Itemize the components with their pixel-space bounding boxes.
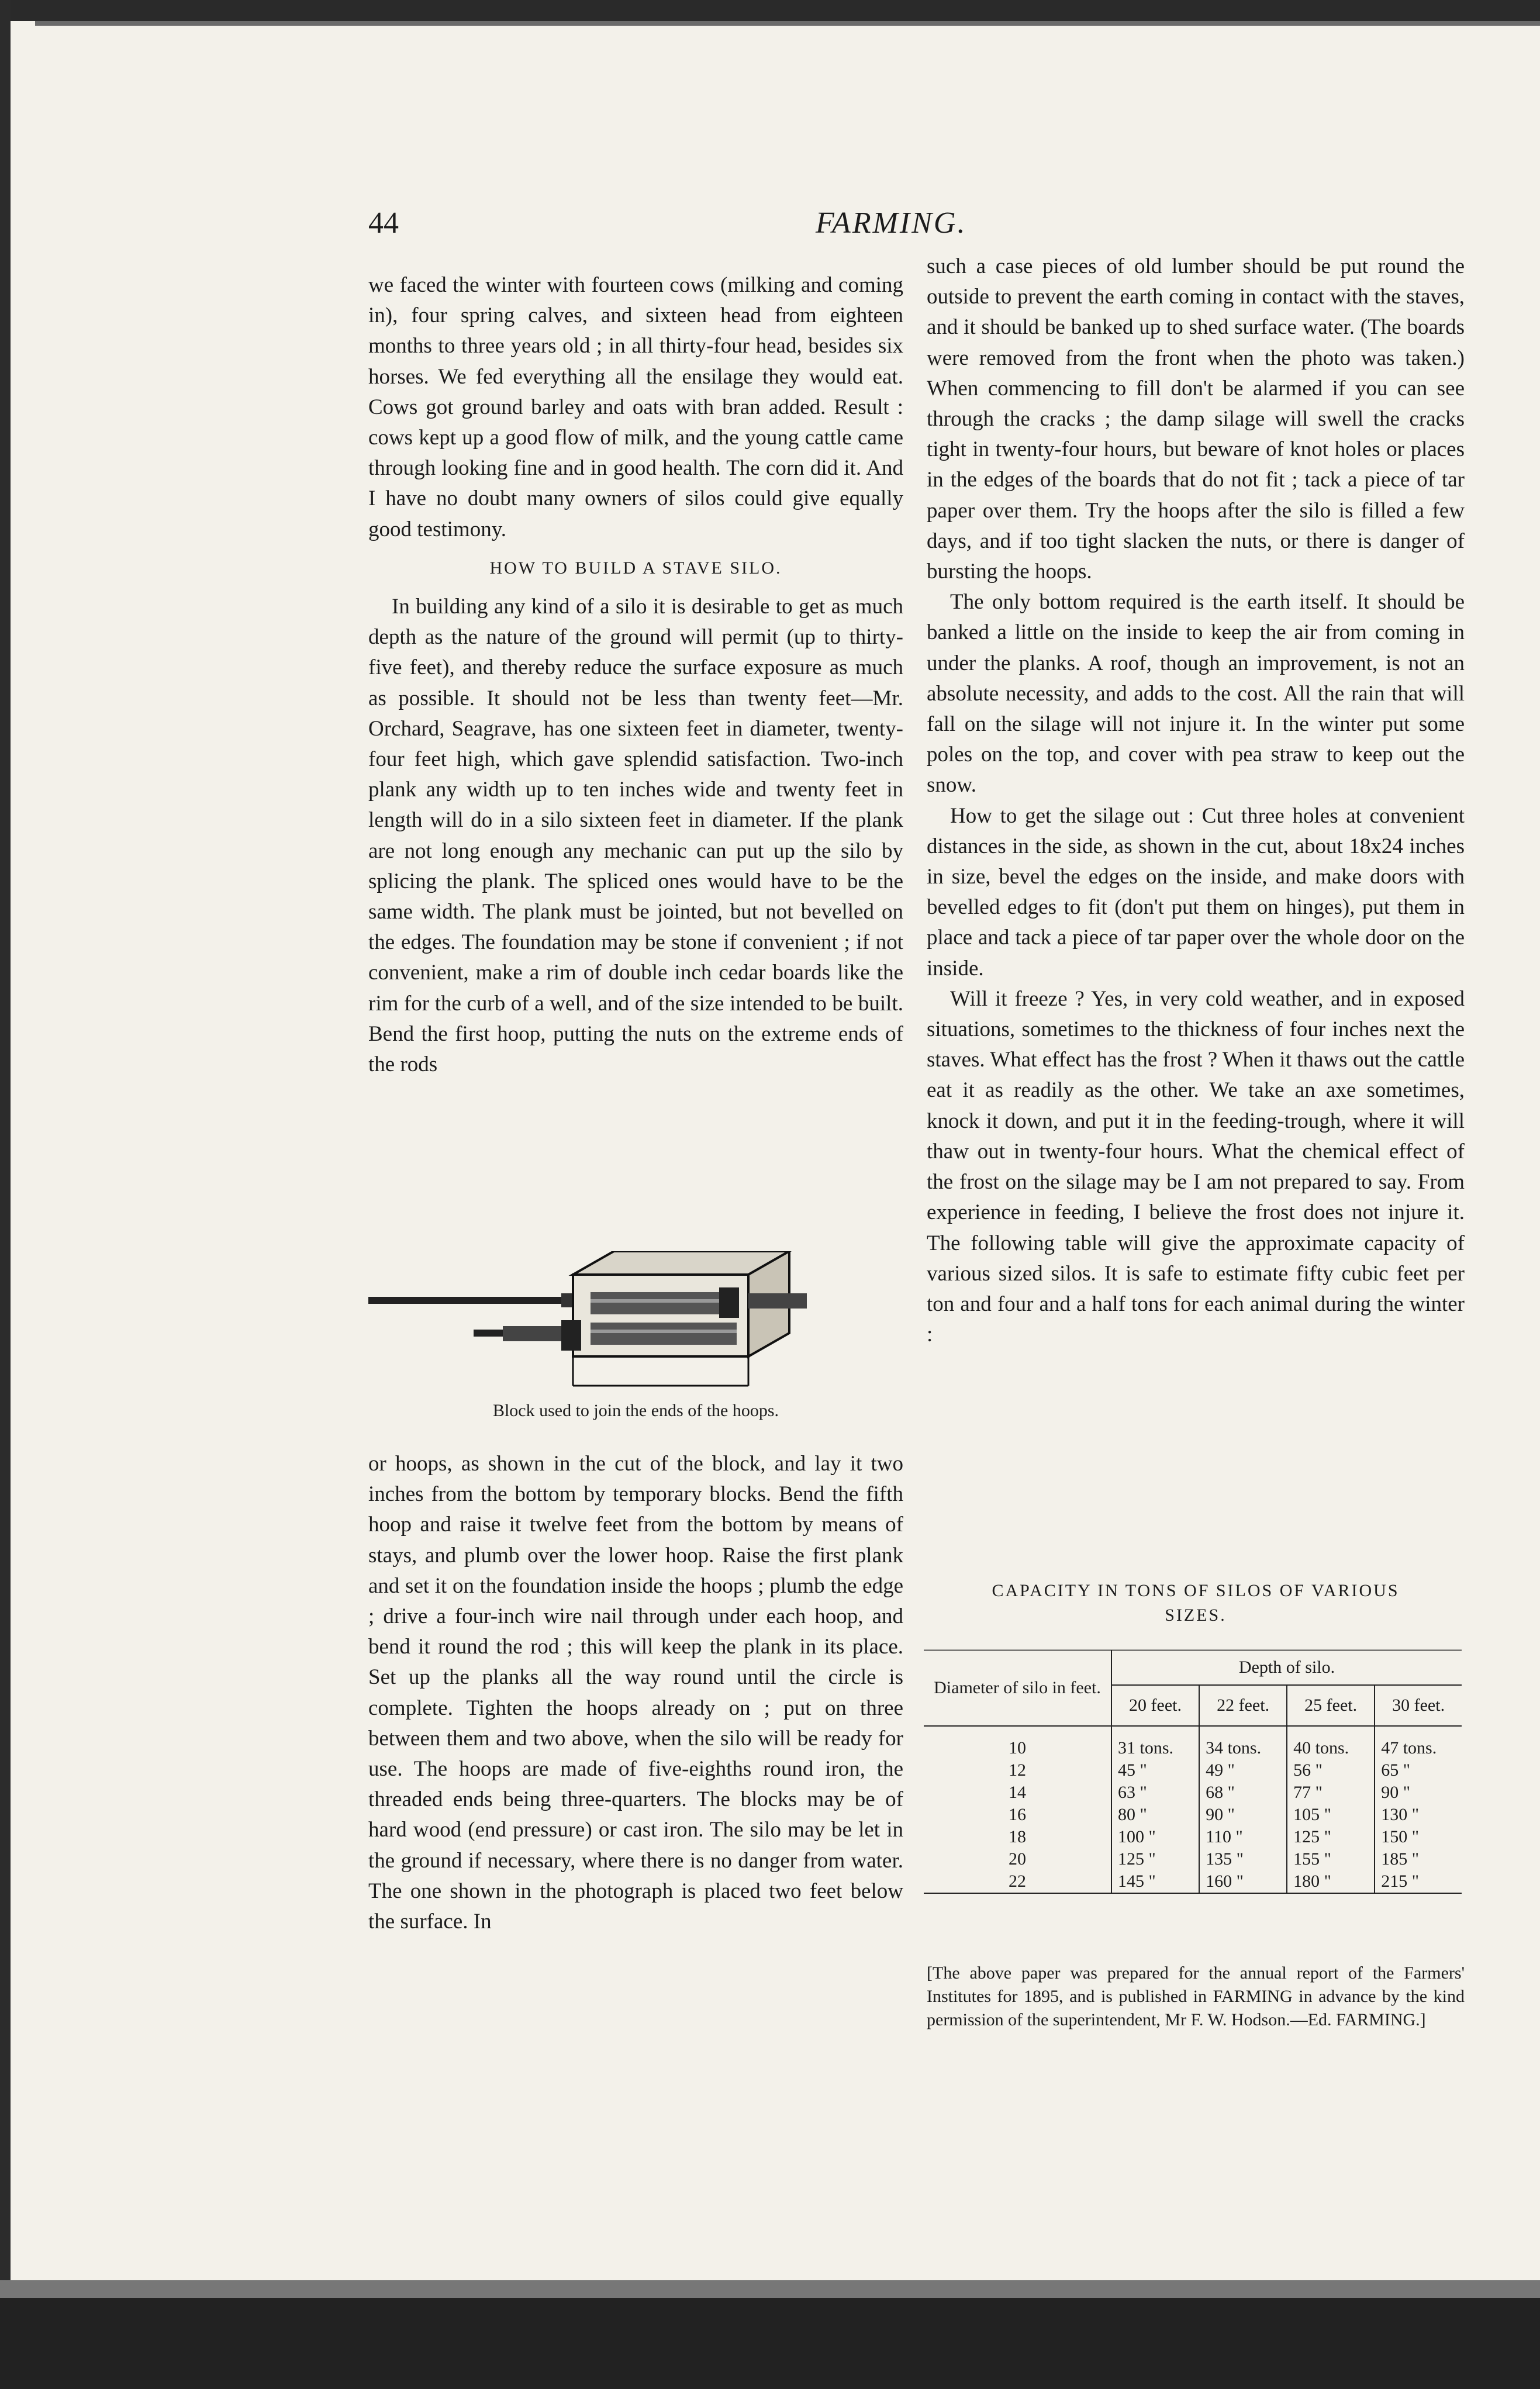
row-value: 63 " <box>1111 1782 1199 1804</box>
row-value: 150 " <box>1381 1827 1419 1846</box>
table-title-line-2: SIZES. <box>1165 1606 1227 1625</box>
depth-col-25: 25 feet. <box>1287 1685 1375 1726</box>
hoop-block-illustration <box>368 1251 903 1397</box>
table-header-row <box>924 1650 1462 1686</box>
left-paragraph-1: we faced the winter with fourteen cows (milking and coming in), four spring calves, and sixteen head from eighteen months to three years old ; in all thirty-four head, besides six horses. We fed everything all the ensilage they would eat. Cows got ground barley and oats with bran added. Result : cows kept up a good flow of milk, and the young cattle came through looking fine and in good health. The corn did it. And I have no doubt many owners of silos could give equally good testimony. <box>368 273 903 541</box>
row-value: 100 " <box>1111 1826 1199 1848</box>
row-value: 90 " <box>1199 1804 1287 1826</box>
right-paragraph-1: such a case pieces of old lumber should be put round the outside to prevent the earth coming in contact with the staves, and it should be banked up to shed surface water. (The boards were removed from the front when the photo was taken.) When commencing to fill don't be alarmed if you can see through the cracks ; the damp silage will swell the cracks tight in twenty-four hours, but beware of knot holes or places in the edges of the boards that do not fit ; tack a piece of tar paper over them. Try the hoops after the silo is filled a few days, and if too tight slacken the nuts, or there is danger of bursting the hoops. <box>927 254 1465 584</box>
right-paragraph-4: Will it freeze ? Yes, in very cold weather, and in exposed situations, sometimes to the thickness of four inches next the staves. What effect has the frost ? When it thaws out the cattle eat it as readily as the other. We take an axe sometimes, knock it down, and put it in the feeding-trough, where it will thaw out in twenty-four hours. What the chemical effect of the frost on the silage may be I am not prepared to say. From experience in feeding, I believe the frost does not injure it. The following table will give the approximate capacity of various sized silos. It is safe to estimate fifty cubic feet per ton and four and a half tons for each animal during the winter : <box>927 986 1465 1347</box>
scan-border-left <box>0 0 11 2389</box>
row-value: 160 " <box>1199 1870 1287 1893</box>
row-value: 215 " <box>1375 1870 1462 1893</box>
row-value: 155 " <box>1287 1848 1375 1870</box>
depth-header: Depth of silo. <box>1111 1650 1462 1686</box>
row-value: 47 tons. <box>1375 1726 1462 1759</box>
table-row <box>924 1726 1462 1759</box>
hoop-block-figure <box>368 1251 903 1432</box>
table-row <box>924 1782 1462 1804</box>
depth-col-20: 20 feet. <box>1111 1685 1199 1726</box>
scan-border-bottom <box>0 2298 1540 2389</box>
page-number: 44 <box>368 206 399 240</box>
row-value: 34 tons. <box>1199 1726 1287 1759</box>
row-value: 77 " <box>1287 1782 1375 1804</box>
row-value: 145 " <box>1111 1870 1199 1893</box>
scan-border-top-shadow <box>35 21 1540 26</box>
table-row <box>924 1826 1462 1848</box>
table-title <box>927 1579 1465 1628</box>
row-value: 90 " <box>1381 1783 1410 1802</box>
row-diameter: 16 <box>924 1804 1111 1826</box>
row-value: 180 " <box>1287 1870 1375 1893</box>
right-paragraph-3: How to get the silage out : Cut three holes at convenient distances in the side, as shown in the cut, about 18x24 inches in size, bevel the edges on the inside, and make doors with bevelled edges to fit (don't put them on hinges), put them in place and tack a piece of tar paper over the whole door on the inside. <box>927 803 1465 981</box>
row-value: 135 " <box>1199 1848 1287 1870</box>
row-value: 105 " <box>1287 1804 1375 1826</box>
row-value: 45 " <box>1111 1759 1199 1782</box>
row-value: 185 " <box>1381 1849 1419 1869</box>
table-row <box>924 1870 1462 1893</box>
row-value: 65 " <box>1381 1760 1410 1780</box>
scan-border-top <box>0 0 1540 21</box>
diameter-header: Diameter of silo in feet. <box>924 1650 1111 1727</box>
left-column-bottom <box>368 1449 903 1937</box>
left-column-top <box>368 270 903 1080</box>
depth-col-30: 30 feet. <box>1392 1696 1445 1715</box>
row-value: 49 " <box>1199 1759 1287 1782</box>
row-diameter: 18 <box>924 1826 1111 1848</box>
row-value: 80 " <box>1111 1804 1199 1826</box>
table-title-line-1: CAPACITY IN TONS OF SILOS OF VARIOUS <box>992 1581 1400 1600</box>
row-value: 56 " <box>1287 1759 1375 1782</box>
left-paragraph-3: or hoops, as shown in the cut of the block, and lay it two inches from the bottom by temporary blocks. Bend the fifth hoop and raise it twelve feet from the bottom by means of stays, and plumb over the lower hoop. Raise the first plank and set it on the foundation inside the hoops ; plumb the edge ; drive a four-inch wire nail through under each hoop, and bend it round the rod ; this will keep the plank in its place. Set up the planks all the way round until the circle is complete. Tighten the hoops already on ; put on three between them and two above, when the silo will be ready for use. The hoops are made of five-eighths round iron, the threaded ends being three-quarters. The blocks may be of hard wood (end pressure) or cast iron. The silo may be let in the ground if necessary, where there is no danger from water. The one shown in the photograph is placed two feet below the surface. In <box>368 1452 903 1934</box>
capacity-table <box>924 1649 1462 1894</box>
running-title: FARMING. <box>816 206 967 240</box>
row-value: 40 tons. <box>1287 1726 1375 1759</box>
row-value: 125 " <box>1287 1826 1375 1848</box>
table-row <box>924 1804 1462 1826</box>
section-heading: HOW TO BUILD A STAVE SILO. <box>489 558 782 578</box>
row-value: 130 " <box>1381 1805 1419 1824</box>
editor-note: [The above paper was prepared for the annual report of the Farmers' Institutes for 1895, and is published in FARMING in advance by the kind permission of the superintendent, Mr F. W. Hodson.—Ed. FARMING.] <box>927 1963 1465 2029</box>
row-diameter: 12 <box>924 1759 1111 1782</box>
row-diameter: 22 <box>924 1870 1111 1893</box>
right-column <box>927 251 1465 1350</box>
left-paragraph-2: In building any kind of a silo it is desirable to get as much depth as the nature of the ground will permit (up to thirty-five feet), and thereby reduce the surface exposure as much as possible. It should not be less than twenty feet—Mr. Orchard, Seagrave, has one sixteen feet in diameter, twenty-four feet high, which gave splendid satisfaction. Two-inch plank any width up to ten inches wide and twenty feet in length will do in a silo sixteen feet in diameter. If the plank are not long enough any mechanic can put up the silo by splicing the plank. The spliced ones would have to be the same width. The plank must be jointed, but not bevelled on the edges. The foundation may be stone if convenient ; if not convenient, make a rim of double inch cedar boards like the rim for the curb of a well, and of the size intended to be built. Bend the first hoop, putting the nuts on the extreme ends of the rods <box>368 595 903 1077</box>
row-value: 68 " <box>1199 1782 1287 1804</box>
depth-col-22: 22 feet. <box>1199 1685 1287 1726</box>
row-diameter: 20 <box>924 1848 1111 1870</box>
table-row <box>924 1759 1462 1782</box>
row-diameter: 14 <box>924 1782 1111 1804</box>
row-diameter: 10 <box>924 1726 1111 1759</box>
scan-border-bottom-shadow <box>0 2280 1540 2298</box>
row-value: 125 " <box>1111 1848 1199 1870</box>
row-value: 110 " <box>1199 1826 1287 1848</box>
right-paragraph-2: The only bottom required is the earth itself. It should be banked a little on the inside to keep the air from coming in under the planks. A roof, though an improvement, is not an absolute necessity, and adds to the cost. All the rain that will fall on the silage will not injure it. In the winter put some poles on the top, and cover with pea straw to keep out the snow. <box>927 590 1465 798</box>
table-row <box>924 1848 1462 1870</box>
figure-caption: Block used to join the ends of the hoops. <box>492 1401 779 1420</box>
row-value: 31 tons. <box>1111 1726 1199 1759</box>
